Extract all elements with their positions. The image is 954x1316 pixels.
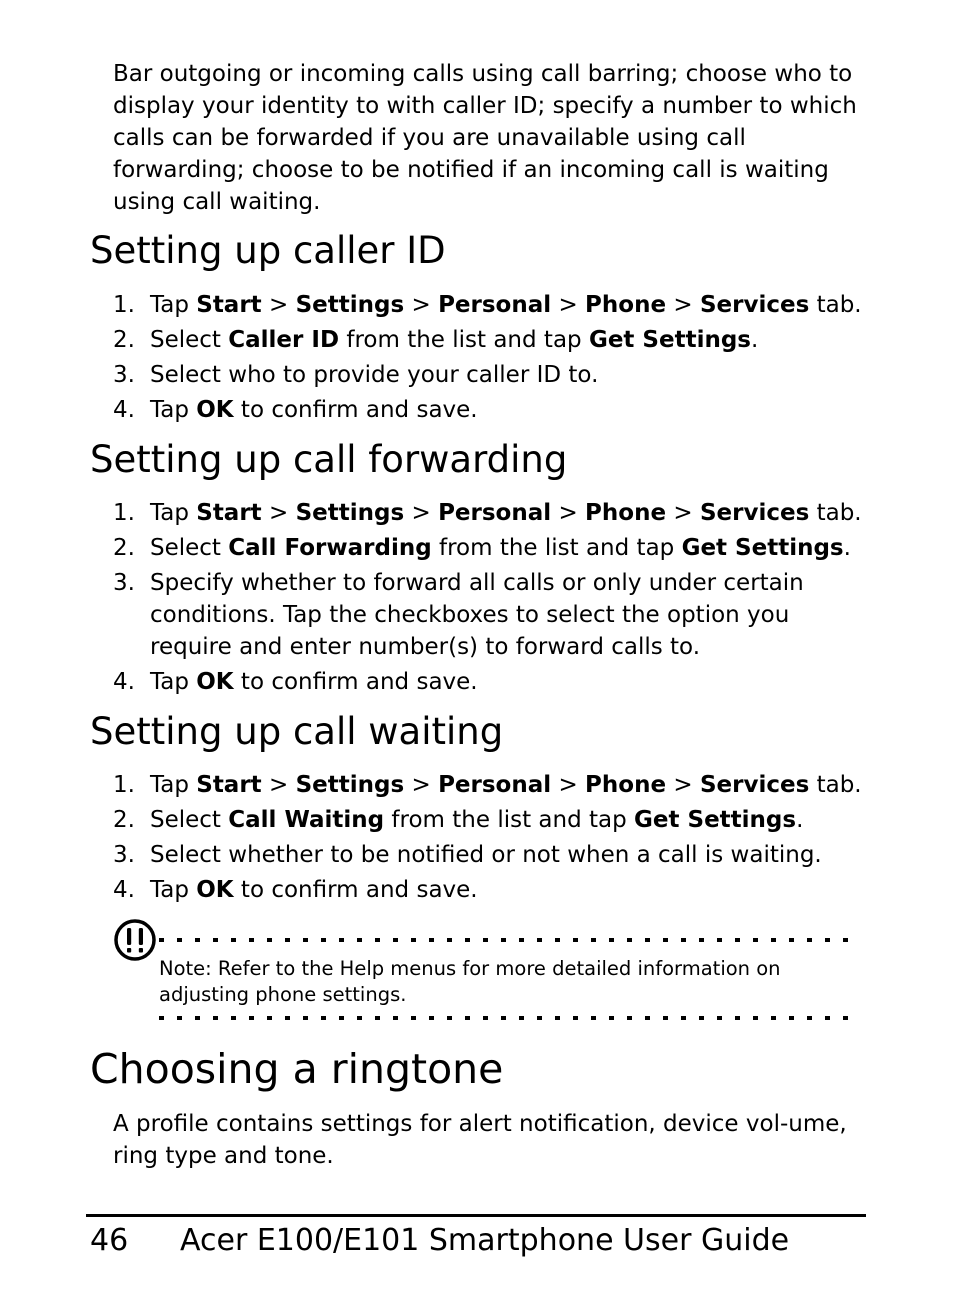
page-number: 46	[90, 1223, 129, 1258]
intro-paragraph: Bar outgoing or incoming calls using call barring; choose who to display your identity to with caller ID; specify a number to which calls can be forwarded if you are unavailable using call forwarding; choose to be notified if an incoming call is waiting using call waiting.	[113, 61, 857, 215]
footer-divider	[86, 1214, 866, 1217]
list-item: 3. Specify whether to forward all calls or only under certain conditions. Tap the checkboxes to select the option you require and enter number(s) to forward calls to.	[113, 570, 804, 660]
ringtone-heading: Choosing a ringtone	[90, 1045, 504, 1093]
list-item: 2. Select Call Forwarding from the list and tap Get Settings.	[113, 535, 851, 561]
caller-id-steps	[113, 289, 873, 429]
caller-id-heading: Setting up caller ID	[90, 229, 446, 272]
list-item: 4. Tap OK to confirm and save.	[113, 397, 478, 423]
call-forwarding-steps	[113, 497, 873, 701]
note-text: Note: Refer to the Help menus for more detailed information on adjusting phone settings.	[159, 957, 781, 1006]
list-item: 4. Tap OK to confirm and save.	[113, 877, 478, 903]
list-item: 1. Tap Start > Settings > Personal > Phone > Services tab.	[113, 772, 862, 798]
note-label: Note:	[159, 957, 212, 980]
list-item: 2. Select Call Waiting from the list and tap Get Settings.	[113, 807, 804, 833]
note-bottom-divider	[159, 1016, 859, 1020]
call-waiting-heading: Setting up call waiting	[90, 710, 504, 753]
page-footer	[90, 1222, 789, 1260]
list-item: 2. Select Caller ID from the list and tap Get Settings.	[113, 327, 759, 353]
guide-title: Acer E100/E101 Smartphone User Guide	[180, 1223, 790, 1258]
exclamation-icon	[113, 918, 157, 962]
list-item: 3. Select who to provide your caller ID to.	[113, 362, 599, 388]
list-item: 1. Tap Start > Settings > Personal > Phone > Services tab.	[113, 292, 862, 318]
call-forwarding-heading: Setting up call forwarding	[90, 438, 568, 481]
list-item: 4. Tap OK to confirm and save.	[113, 669, 478, 695]
list-item: 3. Select whether to be notified or not when a call is waiting.	[113, 842, 822, 868]
note-top-divider	[159, 938, 859, 942]
ringtone-paragraph: A profile contains settings for alert notification, device vol-ume, ring type and tone.	[113, 1111, 847, 1169]
call-waiting-steps	[113, 769, 873, 909]
list-item: 1. Tap Start > Settings > Personal > Phone > Services tab.	[113, 500, 862, 526]
